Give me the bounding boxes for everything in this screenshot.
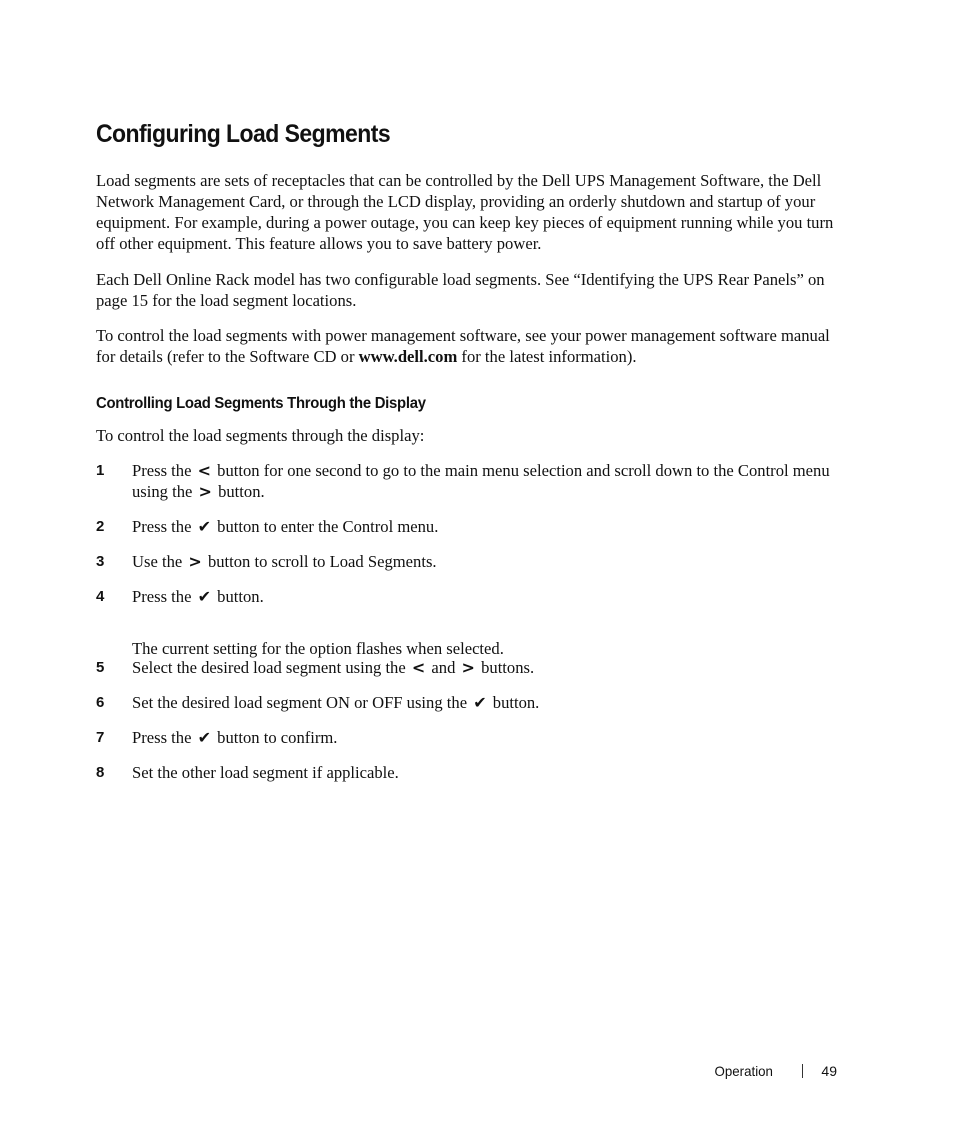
intro-paragraph-3 bbox=[96, 325, 848, 367]
checkmark-icon: ✔ bbox=[197, 517, 212, 536]
intro-paragraph-1: Load segments are sets of receptacles that can be controlled by the Dell UPS Management Software, the Dell Network Management Card, or through the LCD display, providing an orderly shutdown and startup of your equipment. For example, during a power outage, you can keep key pieces of equipment running while you turn off other equipment. This feature allows you to save battery power. bbox=[96, 171, 834, 253]
page-footer bbox=[713, 1063, 837, 1079]
step-text-part: Press the bbox=[132, 461, 196, 480]
steps-lead: To control the load segments through the display: bbox=[96, 426, 425, 445]
step-number: 7 bbox=[96, 729, 105, 746]
right-arrow-icon: > bbox=[188, 552, 202, 571]
step-text bbox=[132, 460, 832, 502]
page-title: Configuring Load Segments bbox=[96, 120, 391, 148]
intro-paragraph-2: Each Dell Online Rack model has two configurable load segments. See “Identifying the UPS Rear Panels” on page 15 for the load segment locations. bbox=[96, 270, 825, 310]
step-text bbox=[132, 516, 832, 537]
step-text-part: button. bbox=[488, 693, 540, 712]
step-number: 5 bbox=[96, 659, 105, 676]
step-text-part: button. bbox=[213, 482, 265, 501]
step-number: 3 bbox=[96, 553, 105, 570]
checkmark-icon: ✔ bbox=[197, 728, 212, 747]
checkmark-icon: ✔ bbox=[473, 693, 487, 712]
checkmark-icon: ✔ bbox=[197, 587, 212, 606]
step-text-part: and bbox=[427, 658, 460, 677]
step-text-part: Use the bbox=[132, 552, 187, 571]
section-heading: Controlling Load Segments Through the Display bbox=[96, 395, 426, 412]
right-arrow-icon: > bbox=[461, 658, 475, 677]
step-number: 8 bbox=[96, 764, 105, 781]
step-number: 1 bbox=[96, 462, 105, 479]
step-text bbox=[132, 692, 832, 713]
step-4-note: The current setting for the option flashes when selected. bbox=[132, 638, 504, 658]
step-text-part: Select the desired load segment using the bbox=[132, 658, 410, 677]
footer-section-name: Operation bbox=[714, 1063, 773, 1079]
step-text bbox=[132, 657, 832, 678]
right-arrow-icon: > bbox=[198, 482, 212, 501]
step-text bbox=[132, 551, 832, 572]
step-number: 6 bbox=[96, 694, 105, 711]
paragraph-text: for the latest information). bbox=[457, 347, 637, 366]
step-text-part: button to enter the Control menu. bbox=[213, 517, 439, 536]
step-text-part: button. bbox=[213, 587, 264, 606]
step-text-part: Set the desired load segment ON or OFF using the bbox=[132, 693, 472, 712]
step-number: 2 bbox=[96, 518, 105, 535]
step-text-part: Press the bbox=[132, 728, 196, 747]
dell-website-link[interactable]: www.dell.com bbox=[358, 347, 458, 366]
left-arrow-icon: < bbox=[411, 658, 426, 677]
step-text bbox=[132, 586, 832, 607]
step-text: Set the other load segment if applicable. bbox=[132, 763, 399, 782]
page-number: 49 bbox=[821, 1063, 837, 1079]
left-arrow-icon: < bbox=[197, 461, 212, 480]
step-text-part: Press the bbox=[132, 517, 196, 536]
step-text bbox=[132, 727, 832, 748]
step-number: 4 bbox=[96, 588, 105, 605]
step-text-part: Press the bbox=[132, 587, 196, 606]
step-text-part: buttons. bbox=[476, 658, 535, 677]
step-text-part: button to scroll to Load Segments. bbox=[203, 552, 437, 571]
footer-divider bbox=[802, 1064, 803, 1078]
paragraph-text: To control the load segments with power management software, see your power management software manual for details (refer to the Software CD or bbox=[96, 326, 830, 366]
step-text-part: button for one second to go to the main menu selection and scroll down to the Control menu using the bbox=[132, 461, 830, 501]
step-text-part: button to confirm. bbox=[213, 728, 338, 747]
